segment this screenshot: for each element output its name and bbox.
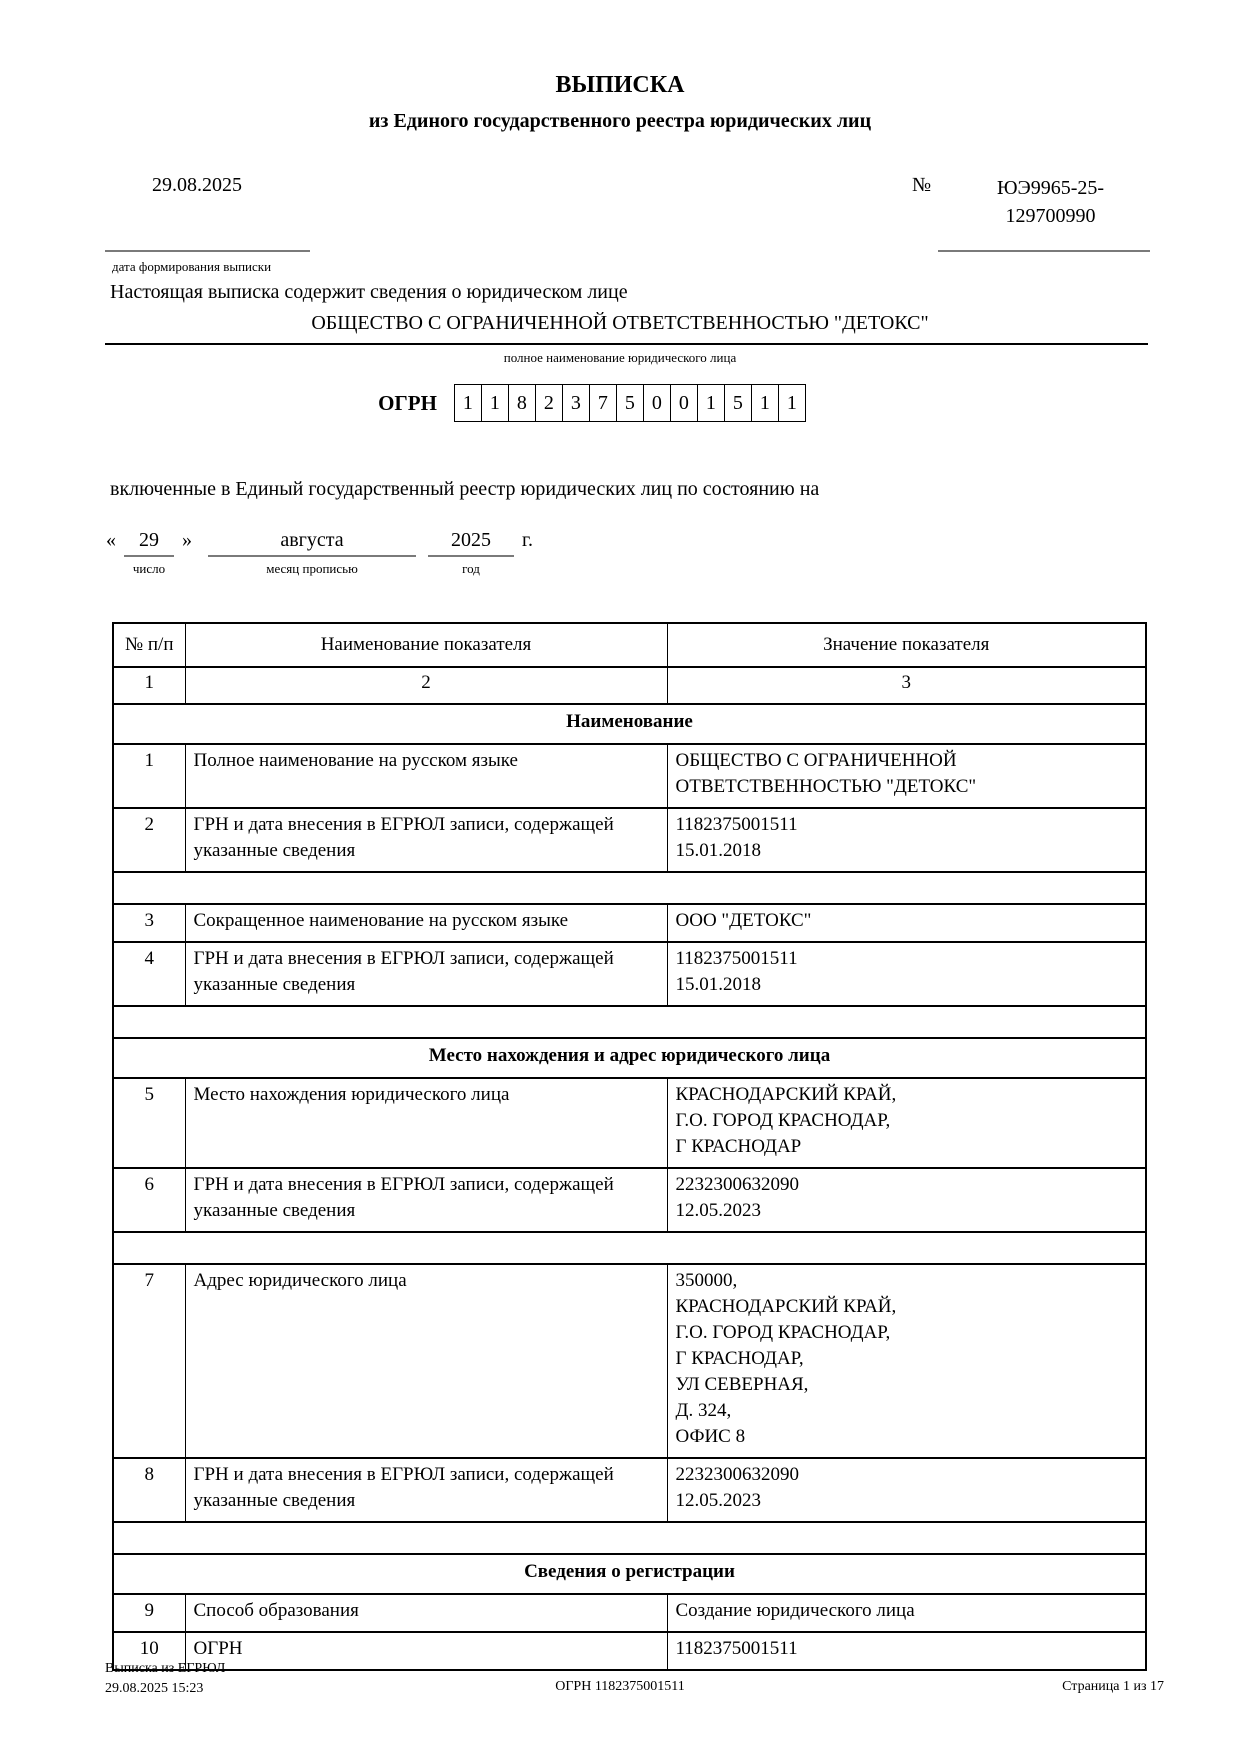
as-of-day-caption: число <box>132 561 166 576</box>
table-row <box>113 1078 1146 1168</box>
section-title: Наименование <box>113 704 1146 744</box>
ogrn-digit-box: 1 <box>751 384 779 422</box>
indicator-name: Адрес юридического лица <box>185 1264 667 1458</box>
table-row <box>113 1264 1146 1458</box>
row-number: 7 <box>113 1264 185 1458</box>
indicator-name: Место нахождения юридического лица <box>185 1078 667 1168</box>
as-of-day: 29 <box>124 525 174 557</box>
row-number: 6 <box>113 1168 185 1232</box>
row-number: 5 <box>113 1078 185 1168</box>
extract-number <box>948 174 1153 230</box>
table-row <box>113 904 1146 942</box>
spacer-cell <box>113 1006 1146 1038</box>
row-number: 9 <box>113 1594 185 1632</box>
footer-doc-type: Выписка из ЕГРЮЛ <box>105 1661 226 1676</box>
ogrn-digit-box: 1 <box>454 384 482 422</box>
quote-open: « <box>106 529 116 551</box>
ogrn-digit-box: 5 <box>724 384 752 422</box>
spacer-row <box>113 1232 1146 1264</box>
column-header: Наименование показателя <box>185 623 667 667</box>
indicator-value: Создание юридического лица <box>667 1594 1146 1632</box>
indicator-value: ООО "ДЕТОКС" <box>667 904 1146 942</box>
as-of-month-segment <box>208 525 416 577</box>
company-name-underline <box>105 343 1148 345</box>
quote-close: » <box>182 529 192 551</box>
indicator-name: ГРН и дата внесения в ЕГРЮЛ записи, содержащей указанные сведения <box>185 808 667 872</box>
indicator-value: 1182375001511 15.01.2018 <box>667 808 1146 872</box>
as-of-year-segment <box>428 525 514 577</box>
indicator-name: Способ образования <box>185 1594 667 1632</box>
spacer-row <box>113 872 1146 904</box>
row-number: 10 <box>113 1632 185 1670</box>
table-row <box>113 1458 1146 1522</box>
table-row <box>113 1594 1146 1632</box>
indicator-value: 2232300632090 12.05.2023 <box>667 1458 1146 1522</box>
company-full-name: ОБЩЕСТВО С ОГРАНИЧЕННОЙ ОТВЕТСТВЕННОСТЬЮ "ДЕТОКС" <box>311 312 929 334</box>
ogrn-digit-box: 1 <box>481 384 509 422</box>
ogrn-digit-box: 1 <box>697 384 725 422</box>
as-of-year-caption: год <box>462 561 480 576</box>
indicator-name: Сокращенное наименование на русском языке <box>185 904 667 942</box>
ogrn-digit-box: 0 <box>643 384 671 422</box>
indicator-value: 350000, КРАСНОДАРСКИЙ КРАЙ, Г.О. ГОРОД КРАСНОДАР, Г КРАСНОДАР, УЛ СЕВЕРНАЯ, Д. 324, ОФИС 8 <box>667 1264 1146 1458</box>
register-table-body <box>113 704 1146 1670</box>
indicator-value: 1182375001511 <box>667 1632 1146 1670</box>
ogrn-digit-box: 2 <box>535 384 563 422</box>
footer-ogrn: ОГРН 1182375001511 <box>555 1679 685 1694</box>
section-row <box>113 1554 1146 1594</box>
spacer-row <box>113 1006 1146 1038</box>
document-subtitle: из Единого государственного реестра юридических лиц <box>368 110 872 132</box>
table-header-row <box>113 623 1146 667</box>
section-title: Место нахождения и адрес юридического лица <box>113 1038 1146 1078</box>
as-of-month: августа <box>208 525 416 557</box>
column-index: 3 <box>667 667 1146 704</box>
ogrn-digit-box: 1 <box>778 384 806 422</box>
indicator-name: ГРН и дата внесения в ЕГРЮЛ записи, содержащей указанные сведения <box>185 1168 667 1232</box>
table-row <box>113 1632 1146 1670</box>
formation-date: 29.08.2025 <box>152 174 242 196</box>
row-number: 4 <box>113 942 185 1006</box>
ogrn-label: ОГРН <box>378 390 437 415</box>
indicator-name: ГРН и дата внесения в ЕГРЮЛ записи, содержащей указанные сведения <box>185 942 667 1006</box>
footer-page-indicator: Страница 1 из 17 <box>1062 1679 1164 1694</box>
spacer-cell <box>113 1522 1146 1554</box>
column-index: 1 <box>113 667 185 704</box>
number-sign: № <box>912 174 932 196</box>
indicator-value: 2232300632090 12.05.2023 <box>667 1168 1146 1232</box>
section-title: Сведения о регистрации <box>113 1554 1146 1594</box>
section-row <box>113 704 1146 744</box>
table-row <box>113 1168 1146 1232</box>
as-of-date-row <box>98 525 541 577</box>
ogrn-digit-box: 5 <box>616 384 644 422</box>
table-index-row <box>113 667 1146 704</box>
year-suffix: г. <box>522 529 533 551</box>
ogrn-digit-box: 7 <box>589 384 617 422</box>
extract-number-underline <box>938 250 1150 252</box>
table-row <box>113 808 1146 872</box>
ogrn-digit-boxes <box>455 384 806 422</box>
ogrn-digit-box: 3 <box>562 384 590 422</box>
column-index: 2 <box>185 667 667 704</box>
included-text: включенные в Единый государственный реестр юридических лиц по состоянию на <box>110 478 820 500</box>
spacer-row <box>113 1522 1146 1554</box>
table-row <box>113 942 1146 1006</box>
row-number: 1 <box>113 744 185 808</box>
document-title: ВЫПИСКА <box>555 72 685 98</box>
indicator-name: ОГРН <box>185 1632 667 1670</box>
row-number: 3 <box>113 904 185 942</box>
column-header: Значение показателя <box>667 623 1146 667</box>
as-of-day-segment <box>124 525 174 577</box>
extract-number-line1: ЮЭ9965-25- <box>996 177 1105 199</box>
ogrn-digit-box: 8 <box>508 384 536 422</box>
spacer-cell <box>113 872 1146 904</box>
formation-date-underline <box>105 250 310 252</box>
intro-text: Настоящая выписка содержит сведения о юридическом лице <box>110 281 628 303</box>
spacer-cell <box>113 1232 1146 1264</box>
footer-datetime: 29.08.2025 15:23 <box>105 1681 204 1696</box>
company-name-caption: полное наименование юридического лица <box>503 350 737 365</box>
indicator-name: Полное наименование на русском языке <box>185 744 667 808</box>
formation-date-caption: дата формирования выписки <box>112 259 272 274</box>
indicator-value: 1182375001511 15.01.2018 <box>667 942 1146 1006</box>
ogrn-digit-box: 0 <box>670 384 698 422</box>
register-table-container <box>112 622 1147 1671</box>
row-number: 8 <box>113 1458 185 1522</box>
as-of-month-caption: месяц прописью <box>266 561 358 576</box>
indicator-name: ГРН и дата внесения в ЕГРЮЛ записи, содержащей указанные сведения <box>185 1458 667 1522</box>
ogrn-row <box>0 384 1212 422</box>
section-row <box>113 1038 1146 1078</box>
register-table <box>112 622 1147 1671</box>
indicator-value: КРАСНОДАРСКИЙ КРАЙ, Г.О. ГОРОД КРАСНОДАР, Г КРАСНОДАР <box>667 1078 1146 1168</box>
extract-number-line2: 129700990 <box>1005 205 1096 227</box>
row-number: 2 <box>113 808 185 872</box>
column-header: № п/п <box>113 623 185 667</box>
indicator-value: ОБЩЕСТВО С ОГРАНИЧЕННОЙ ОТВЕТСТВЕННОСТЬЮ "ДЕТОКС" <box>667 744 1146 808</box>
as-of-year: 2025 <box>428 525 514 557</box>
table-row <box>113 744 1146 808</box>
